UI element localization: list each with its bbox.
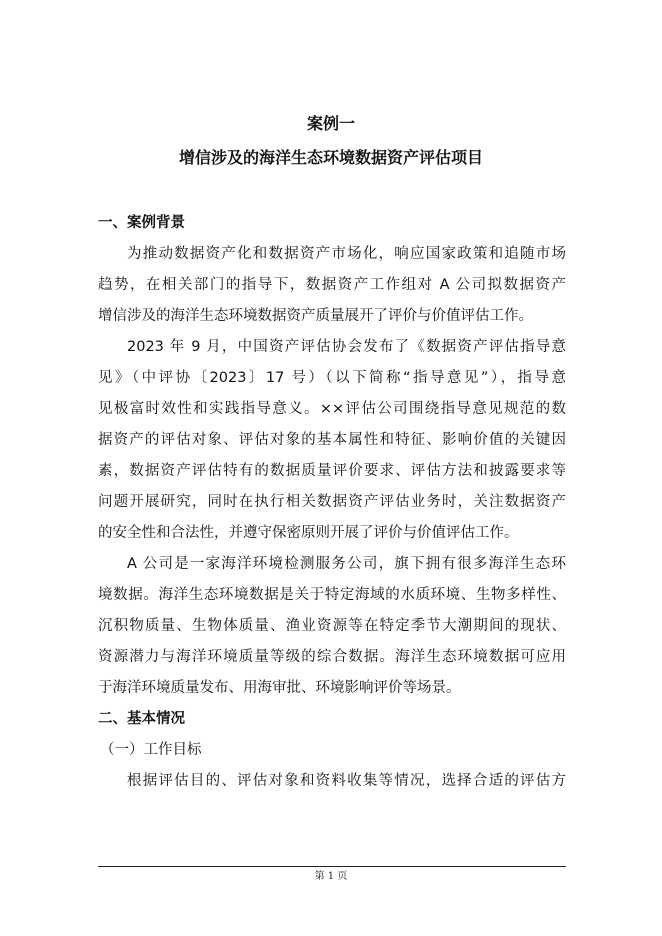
paragraph-line: 问题开展研究，同时在执行相关数据资产评估业务时，关注数据资产 — [98, 494, 566, 510]
paragraph-line: A 公司是一家海洋环境检测服务公司，旗下拥有很多海洋生态环 — [127, 556, 566, 572]
paragraph-line: 2023 年 9 月，中国资产评估协会发布了《数据资产评估指导意 — [127, 339, 566, 355]
section-heading-basic-info: 二、基本情况 — [98, 711, 185, 727]
page-number: 第 1 页 — [314, 871, 348, 882]
paragraph-line: 根据评估目的、评估对象和资料收集等情况，选择合适的评估方 — [127, 773, 566, 789]
paragraph-line: 为推动数据资产化和数据资产市场化，响应国家政策和追随市场 — [127, 246, 566, 262]
paragraph-line: 增信涉及的海洋生态环境数据资产质量展开了评价与价值评估工作。 — [98, 308, 533, 324]
paragraph-line: 见极富时效性和实践指导意义。××评估公司围绕指导意见规范的数 — [98, 401, 566, 417]
document-title: 案例一 — [306, 114, 355, 133]
paragraph-line: 的安全性和合法性，并遵守保密原则开展了评价与价值评估工作。 — [98, 525, 519, 541]
paragraph-background-2 — [98, 332, 566, 549]
paragraph-line: 于海洋环境质量发布、用海审批、环境影响评价等场景。 — [98, 680, 461, 696]
paragraph-line: 据资产的评估对象、评估对象的基本属性和特征、影响价值的关键因 — [98, 432, 566, 448]
paragraph-basic-info-1 — [98, 766, 566, 797]
paragraph-background-1 — [98, 239, 566, 332]
paragraph-line: 素，数据资产评估特有的数据质量评价要求、评估方法和披露要求等 — [98, 463, 566, 479]
section-heading-background: 一、案例背景 — [98, 215, 185, 231]
document-body — [98, 208, 566, 797]
paragraph-background-3 — [98, 549, 566, 704]
footer-divider — [98, 866, 566, 867]
paragraph-line: 见》（中评协〔2023〕17 号）（以下简称“指导意见”），指导意 — [98, 370, 566, 386]
subsection-heading-work-goal: （一）工作目标 — [100, 742, 202, 758]
paragraph-line: 境数据。海洋生态环境数据是关于特定海域的水质环境、生物多样性、 — [98, 587, 566, 603]
paragraph-line: 资源潜力与海洋环境质量等级的综合数据。海洋生态环境数据可应用 — [98, 649, 566, 665]
document-subtitle: 增信涉及的海洋生态环境数据资产评估项目 — [178, 148, 483, 167]
paragraph-line: 趋势，在相关部门的指导下，数据资产工作组对 A 公司拟数据资产 — [98, 277, 566, 293]
paragraph-line: 沉积物质量、生物体质量、渔业资源等在特定季节大潮期间的现状、 — [98, 618, 566, 634]
